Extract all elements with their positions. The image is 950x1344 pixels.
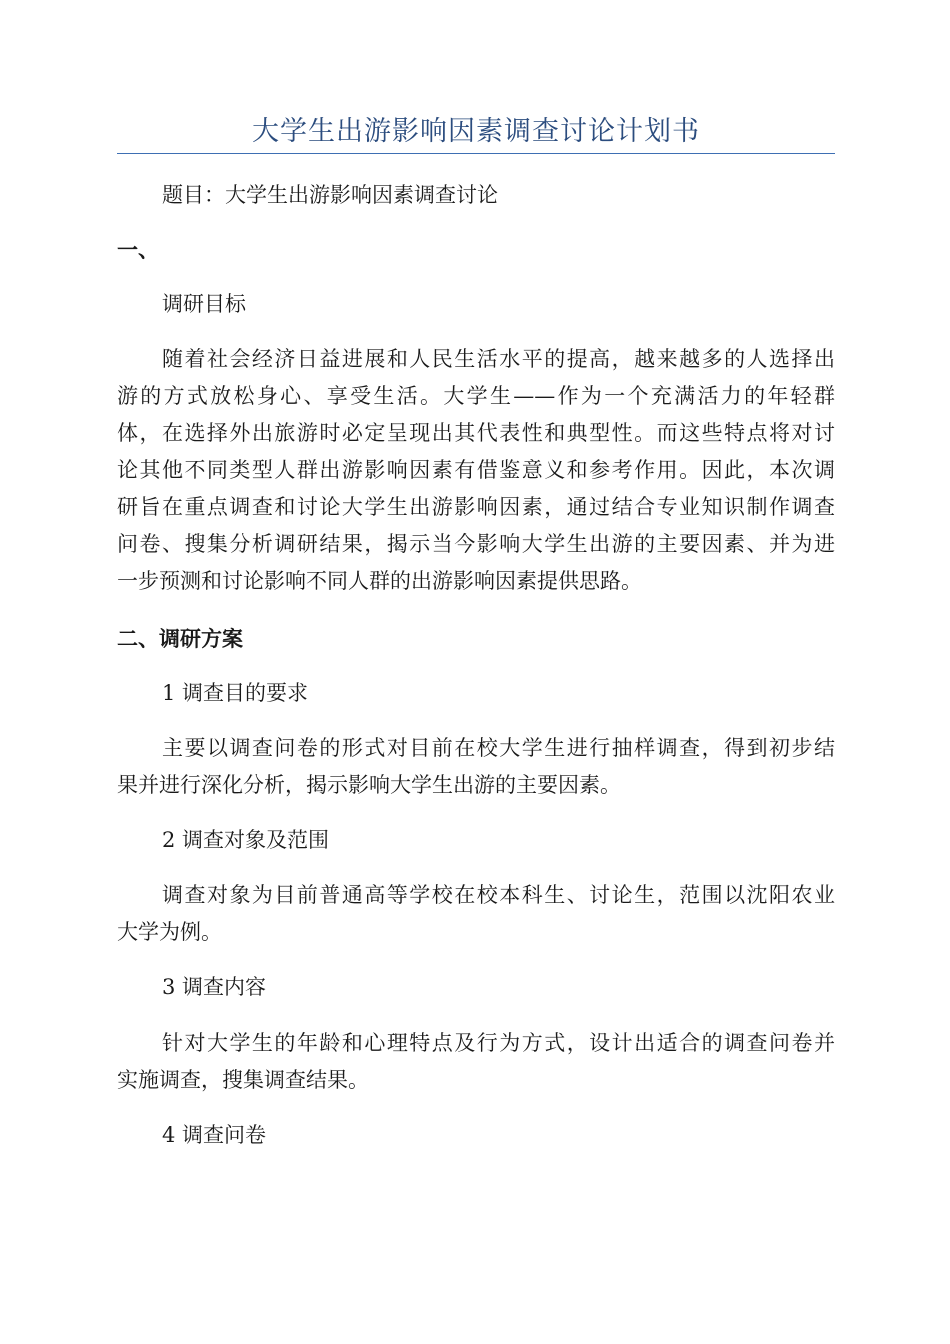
section-1-subheading: 调研目标	[162, 292, 246, 316]
section-1-heading: 一、	[117, 237, 159, 262]
paragraph-line: 论其他不同类型人群出游影响因素有借鉴意义和参考作用。因此，本次调	[117, 458, 835, 482]
document-title: 大学生出游影响因素调查讨论计划书	[252, 116, 700, 147]
paragraph-line: 研旨在重点调查和讨论大学生出游影响因素，通过结合专业知识制作调查	[117, 495, 835, 519]
paragraph-line: 随着社会经济日益进展和人民生活水平的提高，越来越多的人选择出	[162, 347, 835, 371]
subject-line: 题目：大学生出游影响因素调查讨论	[162, 183, 498, 207]
section-2-heading: 二、调研方案	[117, 626, 243, 651]
title-underline	[117, 153, 835, 154]
item-2-heading: 2 调查对象及范围	[162, 828, 330, 852]
item-1-heading: 1 调查目的要求	[162, 681, 309, 705]
paragraph-line: 游的方式放松身心、享受生活。大学生——作为一个充满活力的年轻群	[117, 384, 835, 408]
item-1-line: 果并进行深化分析，揭示影响大学生出游的主要因素。	[117, 773, 621, 797]
item-1-line: 主要以调查问卷的形式对目前在校大学生进行抽样调查，得到初步结	[162, 736, 835, 760]
item-2-line: 大学为例。	[117, 920, 222, 944]
paragraph-line: 体，在选择外出旅游时必定呈现出其代表性和典型性。而这些特点将对讨	[117, 421, 835, 445]
paragraph-line: 一步预测和讨论影响不同人群的出游影响因素提供思路。	[117, 569, 642, 593]
item-3-heading: 3 调查内容	[162, 975, 267, 999]
paragraph-line: 问卷、搜集分析调研结果，揭示当今影响大学生出游的主要因素、并为进	[117, 532, 835, 556]
item-2-line: 调查对象为目前普通高等学校在校本科生、讨论生，范围以沈阳农业	[162, 883, 835, 907]
item-3-line: 针对大学生的年龄和心理特点及行为方式，设计出适合的调查问卷并	[162, 1031, 835, 1055]
item-4-heading: 4 调查问卷	[162, 1123, 267, 1147]
item-3-line: 实施调查，搜集调查结果。	[117, 1068, 369, 1092]
